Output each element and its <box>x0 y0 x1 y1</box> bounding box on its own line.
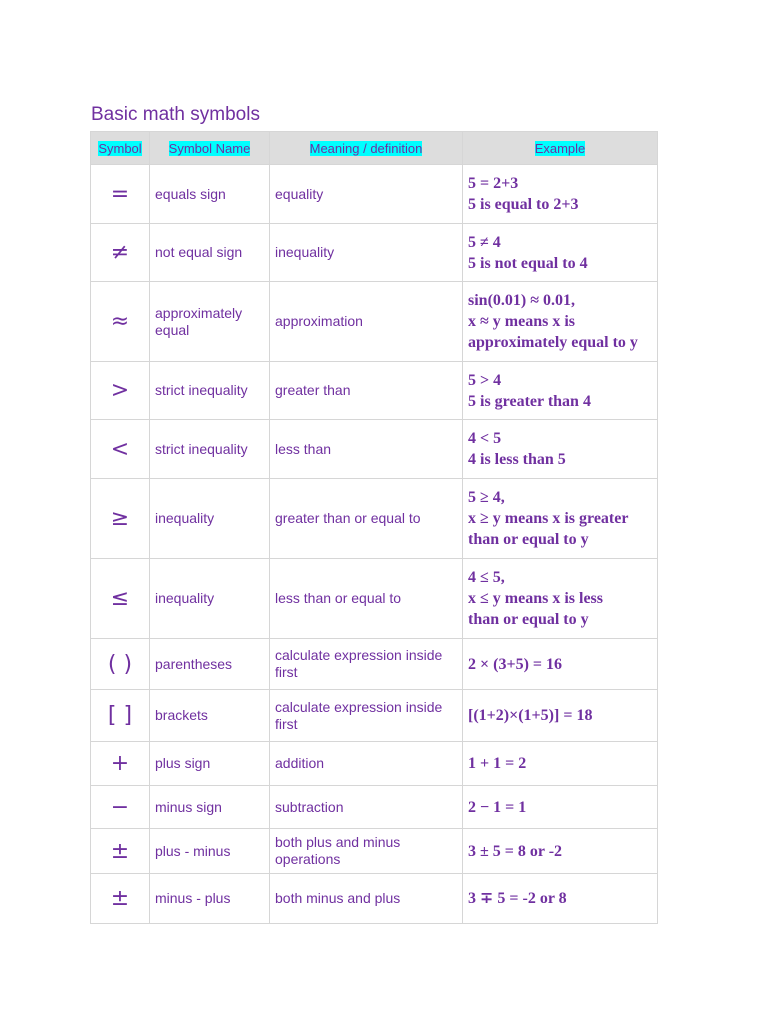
example-cell <box>463 786 658 829</box>
table-row <box>91 690 658 742</box>
example-cell <box>463 690 658 742</box>
column-header-example: Example <box>463 132 658 165</box>
math-symbols-table <box>90 131 658 924</box>
example-cell <box>463 874 658 924</box>
symbol-cell: ≈ <box>91 282 150 362</box>
symbol-cell: ≠ <box>91 224 150 282</box>
example-line: than or equal to y <box>468 611 589 628</box>
table-row <box>91 420 658 479</box>
symbol-name-cell: inequality <box>150 479 270 559</box>
meaning-cell: equality <box>270 165 463 224</box>
example-line: 5 ≥ 4, <box>468 489 505 506</box>
example-line: 5 ≠ 4 <box>468 233 501 251</box>
symbol-cell: ( ) <box>91 639 150 690</box>
example-line: 5 is not equal to 4 <box>468 254 588 272</box>
meaning-cell: both minus and plus <box>270 874 463 924</box>
example-cell <box>463 420 658 479</box>
example-line: [(1+2)×(1+5)] = 18 <box>468 707 593 724</box>
example-line: 3 ± 5 = 8 or -2 <box>468 842 563 860</box>
example-line: 4 is less than 5 <box>468 451 566 468</box>
example-cell <box>463 559 658 639</box>
symbol-name-cell: inequality <box>150 559 270 639</box>
example-line: approximately equal to y <box>468 334 638 351</box>
example-cell <box>463 224 658 282</box>
symbol-name-cell: equals sign <box>150 165 270 224</box>
meaning-cell: greater than <box>270 362 463 420</box>
symbol-cell: ≤ <box>91 559 150 639</box>
column-header-meaning: Meaning / definition <box>270 132 463 165</box>
symbol-cell: ± <box>91 829 150 874</box>
meaning-cell: inequality <box>270 224 463 282</box>
table-row <box>91 786 658 829</box>
meaning-cell: greater than or equal to <box>270 479 463 559</box>
example-line: x ≥ y means x is greater <box>468 510 629 527</box>
example-line: 4 < 5 <box>468 430 502 447</box>
symbol-name-cell: strict inequality <box>150 420 270 479</box>
table-row <box>91 282 658 362</box>
example-cell <box>463 165 658 224</box>
symbol-cell: − <box>91 786 150 829</box>
symbol-name-cell: plus - minus <box>150 829 270 874</box>
meaning-cell: both plus and minus operations <box>270 829 463 874</box>
symbol-cell: < <box>91 420 150 479</box>
symbol-cell: ± <box>91 874 150 924</box>
example-line: 5 > 4 <box>468 371 502 389</box>
example-cell <box>463 362 658 420</box>
table-row <box>91 639 658 690</box>
symbol-name-cell: plus sign <box>150 742 270 786</box>
example-line: sin(0.01) ≈ 0.01, <box>468 292 576 309</box>
table-row <box>91 559 658 639</box>
table-row <box>91 874 658 924</box>
symbol-name-cell: parentheses <box>150 639 270 690</box>
meaning-cell: calculate expression inside first <box>270 690 463 742</box>
example-line: than or equal to y <box>468 531 589 548</box>
column-header-symbol: Symbol <box>91 132 150 165</box>
example-line: 5 is equal to 2+3 <box>468 196 579 213</box>
example-line: x ≤ y means x is less <box>468 590 604 607</box>
meaning-cell: less than or equal to <box>270 559 463 639</box>
symbol-cell: ≥ <box>91 479 150 559</box>
symbol-cell: > <box>91 362 150 420</box>
meaning-cell: approximation <box>270 282 463 362</box>
symbol-name-cell: strict inequality <box>150 362 270 420</box>
meaning-cell: addition <box>270 742 463 786</box>
example-line: 2 × (3+5) = 16 <box>468 655 563 673</box>
meaning-cell: less than <box>270 420 463 479</box>
symbol-name-cell: approximately equal <box>150 282 270 362</box>
example-line: 5 is greater than 4 <box>468 392 591 410</box>
column-header-name: Symbol Name <box>150 132 270 165</box>
symbol-name-cell: not equal sign <box>150 224 270 282</box>
example-cell <box>463 742 658 786</box>
header-row <box>91 132 658 165</box>
table-row <box>91 362 658 420</box>
meaning-cell: calculate expression inside first <box>270 639 463 690</box>
table-row <box>91 829 658 874</box>
page-title: Basic math symbols <box>91 104 260 125</box>
example-line: 2 − 1 = 1 <box>468 798 527 816</box>
symbol-cell: [ ] <box>91 690 150 742</box>
meaning-cell: subtraction <box>270 786 463 829</box>
example-cell <box>463 829 658 874</box>
example-line: 1 + 1 = 2 <box>468 755 527 772</box>
example-line: 5 = 2+3 <box>468 175 519 192</box>
example-line: 3 ∓ 5 = -2 or 8 <box>468 890 567 907</box>
table-row <box>91 224 658 282</box>
table-row <box>91 479 658 559</box>
example-cell <box>463 282 658 362</box>
example-line: x ≈ y means x is <box>468 313 576 330</box>
example-line: 4 ≤ 5, <box>468 569 505 586</box>
symbol-name-cell: brackets <box>150 690 270 742</box>
symbol-name-cell: minus sign <box>150 786 270 829</box>
example-cell <box>463 639 658 690</box>
symbol-cell: = <box>91 165 150 224</box>
table-row <box>91 165 658 224</box>
example-cell <box>463 479 658 559</box>
symbol-name-cell: minus - plus <box>150 874 270 924</box>
table-row <box>91 742 658 786</box>
symbol-cell: + <box>91 742 150 786</box>
